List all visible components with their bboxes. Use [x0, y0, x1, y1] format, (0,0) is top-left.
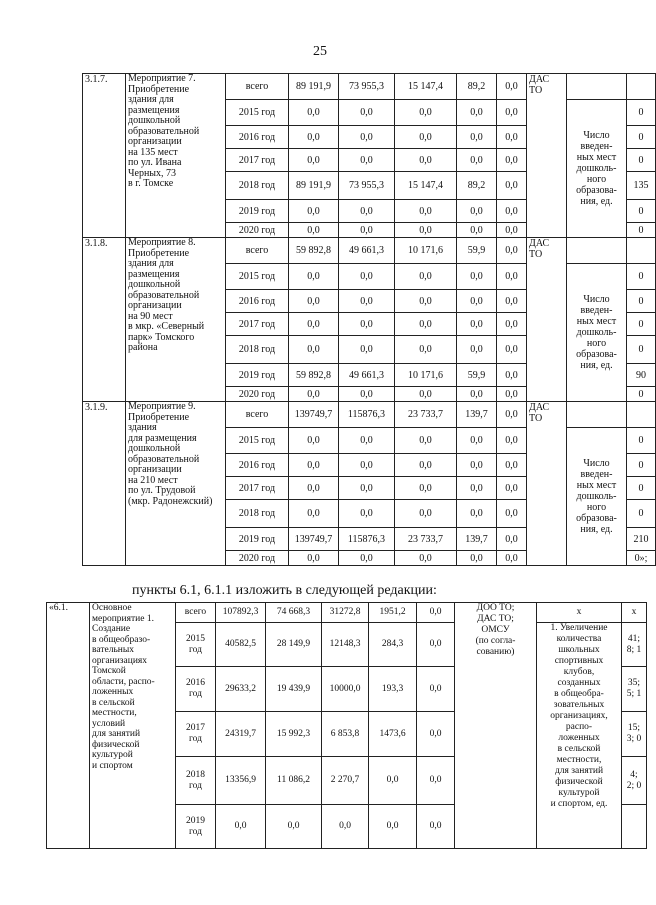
extra-cell: 0,0 — [497, 149, 527, 172]
federal-cell: 0,0 — [339, 387, 395, 402]
federal-cell: 115876,3 — [339, 528, 395, 551]
regional-cell: 0,0 — [395, 223, 457, 238]
total-cell: 89 191,9 — [289, 74, 339, 100]
measure-description: Мероприятие 9. Приобретение здания для размещения дошкольной образовательной организации на 210 мест по ул. Трудовой (мкр. Радонежский) — [126, 402, 226, 566]
total-cell: 0,0 — [216, 805, 266, 849]
extra-cell: 0,0 — [497, 364, 527, 387]
value-cell: 0 — [627, 290, 656, 313]
table-row — [83, 74, 656, 100]
regional-cell: 15 147,4 — [395, 74, 457, 100]
total-cell: 59 892,8 — [289, 364, 339, 387]
item-number: 3.1.9. — [83, 402, 126, 566]
empty-cell — [627, 402, 656, 428]
year-cell: 2016 год — [226, 126, 289, 149]
local-cell: 89,2 — [457, 74, 497, 100]
federal-cell: 0,0 — [339, 428, 395, 454]
extra-cell: 0,0 — [497, 313, 527, 336]
federal-cell: 115876,3 — [339, 402, 395, 428]
year-cell: всего — [176, 603, 216, 623]
year-cell: 2020 год — [226, 551, 289, 566]
value-cell: 210 — [627, 528, 656, 551]
value-cell: 0 — [627, 126, 656, 149]
extra-cell: 0,0 — [497, 238, 527, 264]
extra-cell: 0,0 — [497, 551, 527, 566]
regional-cell: 23 733,7 — [395, 528, 457, 551]
empty-cell — [567, 74, 627, 100]
local-cell: 0,0 — [457, 290, 497, 313]
extra-cell: 0,0 — [497, 336, 527, 364]
extra-cell: 0,0 — [497, 387, 527, 402]
year-cell: всего — [226, 238, 289, 264]
year-cell: 2015 год — [226, 100, 289, 126]
year-cell: всего — [226, 402, 289, 428]
federal-cell: 0,0 — [339, 126, 395, 149]
regional-cell: 0,0 — [395, 336, 457, 364]
value-cell: 41; 8; 1 — [622, 623, 647, 667]
empty-cell — [567, 238, 627, 264]
item-number: 3.1.7. — [83, 74, 126, 238]
regional-cell: 0,0 — [395, 500, 457, 528]
value-cell: 0»; — [627, 551, 656, 566]
x-cell: х — [622, 603, 647, 623]
extra-cell: 0,0 — [497, 500, 527, 528]
total-cell: 0,0 — [289, 454, 339, 477]
amendment-heading: пункты 6.1, 6.1.1 изложить в следующей редакции: — [132, 583, 437, 598]
value-cell — [622, 805, 647, 849]
year-cell: 2016 год — [176, 667, 216, 712]
value-cell: 0 — [627, 454, 656, 477]
local-cell: 0,0 — [457, 200, 497, 223]
item-number: «6.1. — [47, 603, 90, 849]
local-cell: 0,0 — [457, 149, 497, 172]
total-cell: 0,0 — [289, 126, 339, 149]
empty-cell — [627, 238, 656, 264]
year-cell: 2015 год — [226, 428, 289, 454]
x-cell: х — [537, 603, 622, 623]
regional-cell: 0,0 — [395, 551, 457, 566]
value-cell: 0 — [627, 264, 656, 290]
local-cell: 0,0 — [457, 223, 497, 238]
total-cell: 29633,2 — [216, 667, 266, 712]
regional-cell: 0,0 — [395, 454, 457, 477]
total-cell: 0,0 — [289, 264, 339, 290]
total-cell: 0,0 — [289, 551, 339, 566]
year-cell: 2017 год — [176, 712, 216, 757]
value-cell: 0 — [627, 387, 656, 402]
value-cell: 0 — [627, 428, 656, 454]
local-cell: 59,9 — [457, 364, 497, 387]
extra-cell: 0,0 — [497, 428, 527, 454]
year-cell: 2019 год — [226, 528, 289, 551]
extra-cell: 0,0 — [497, 223, 527, 238]
federal-cell: 73 955,3 — [339, 74, 395, 100]
regional-cell: 10000,0 — [322, 667, 369, 712]
item-number: 3.1.8. — [83, 238, 126, 402]
total-cell: 139749,7 — [289, 528, 339, 551]
total-cell: 0,0 — [289, 200, 339, 223]
page-number: 25 — [313, 44, 327, 59]
extra-cell: 0,0 — [497, 402, 527, 428]
table-row — [83, 402, 656, 428]
regional-cell: 0,0 — [395, 126, 457, 149]
total-cell: 89 191,9 — [289, 172, 339, 200]
year-cell: всего — [226, 74, 289, 100]
extra-cell: 0,0 — [497, 290, 527, 313]
federal-cell: 73 955,3 — [339, 172, 395, 200]
regional-cell: 10 171,6 — [395, 364, 457, 387]
regional-cell: 0,0 — [395, 100, 457, 126]
value-cell: 0 — [627, 100, 656, 126]
regional-cell: 0,0 — [395, 428, 457, 454]
local-cell: 0,0 — [457, 336, 497, 364]
extra-cell: 0,0 — [497, 477, 527, 500]
total-cell: 13356,9 — [216, 757, 266, 805]
measure-description: Мероприятие 8. Приобретение здания для размещения дошкольной образовательной организации на 90 мест в мкр. «Северный парк» Томского района — [126, 238, 226, 402]
regional-cell: 0,0 — [395, 477, 457, 500]
federal-cell: 0,0 — [339, 223, 395, 238]
extra-cell: 0,0 — [497, 74, 527, 100]
extra-cell: 0,0 — [497, 172, 527, 200]
value-cell: 0 — [627, 149, 656, 172]
local-cell: 0,0 — [457, 428, 497, 454]
total-cell: 0,0 — [289, 290, 339, 313]
local-cell: 0,0 — [369, 805, 417, 849]
executor-cell: ДАС ТО — [527, 238, 567, 402]
regional-cell: 0,0 — [395, 264, 457, 290]
regional-cell: 0,0 — [395, 290, 457, 313]
total-cell: 40582,5 — [216, 623, 266, 667]
indicator-cell: Число введен- ных мест дошколь- ного образова- ния, ед. — [567, 428, 627, 566]
total-cell: 0,0 — [289, 336, 339, 364]
federal-cell: 0,0 — [339, 551, 395, 566]
year-cell: 2019 год — [176, 805, 216, 849]
extra-cell: 0,0 — [497, 100, 527, 126]
local-cell: 284,3 — [369, 623, 417, 667]
local-cell: 0,0 — [369, 757, 417, 805]
extra-cell: 0,0 — [497, 454, 527, 477]
year-cell: 2015 год — [176, 623, 216, 667]
federal-cell: 15 992,3 — [266, 712, 322, 757]
extra-cell: 0,0 — [417, 712, 455, 757]
total-cell: 0,0 — [289, 100, 339, 126]
local-cell: 0,0 — [457, 387, 497, 402]
regional-cell: 0,0 — [395, 313, 457, 336]
total-cell: 59 892,8 — [289, 238, 339, 264]
extra-cell: 0,0 — [497, 528, 527, 551]
local-cell: 0,0 — [457, 454, 497, 477]
year-cell: 2016 год — [226, 454, 289, 477]
year-cell: 2018 год — [176, 757, 216, 805]
federal-cell: 28 149,9 — [266, 623, 322, 667]
federal-cell: 0,0 — [339, 290, 395, 313]
federal-cell: 0,0 — [339, 454, 395, 477]
value-cell: 0 — [627, 500, 656, 528]
year-cell: 2018 год — [226, 336, 289, 364]
section-6-1-table — [46, 602, 647, 849]
regional-cell: 0,0 — [322, 805, 369, 849]
extra-cell: 0,0 — [497, 264, 527, 290]
value-cell: 0 — [627, 477, 656, 500]
empty-cell — [627, 74, 656, 100]
regional-cell: 12148,3 — [322, 623, 369, 667]
extra-cell: 0,0 — [417, 667, 455, 712]
federal-cell: 49 661,3 — [339, 238, 395, 264]
extra-cell: 0,0 — [417, 623, 455, 667]
local-cell: 0,0 — [457, 477, 497, 500]
regional-cell: 15 147,4 — [395, 172, 457, 200]
value-cell: 0 — [627, 336, 656, 364]
local-cell: 0,0 — [457, 100, 497, 126]
total-cell: 0,0 — [289, 313, 339, 336]
regional-cell: 31272,8 — [322, 603, 369, 623]
program-table — [82, 73, 656, 566]
total-cell: 0,0 — [289, 387, 339, 402]
federal-cell: 11 086,2 — [266, 757, 322, 805]
year-cell: 2016 год — [226, 290, 289, 313]
local-cell: 0,0 — [457, 126, 497, 149]
federal-cell: 74 668,3 — [266, 603, 322, 623]
year-cell: 2018 год — [226, 172, 289, 200]
federal-cell: 49 661,3 — [339, 364, 395, 387]
local-cell: 139,7 — [457, 402, 497, 428]
total-cell: 24319,7 — [216, 712, 266, 757]
extra-cell: 0,0 — [417, 603, 455, 623]
local-cell: 193,3 — [369, 667, 417, 712]
executor-cell: ДОО ТО; ДАС ТО; ОМСУ (по согла- сованию) — [455, 603, 537, 849]
local-cell: 1473,6 — [369, 712, 417, 757]
extra-cell: 0,0 — [497, 200, 527, 223]
local-cell: 139,7 — [457, 528, 497, 551]
table-row — [83, 238, 656, 264]
local-cell: 1951,2 — [369, 603, 417, 623]
measure-description: Основное мероприятие 1. Создание в общеобразо- вательных организациях Томской области, распо- ложенных в сельской местности, условий для занятий физической культурой и спортом — [90, 603, 176, 849]
federal-cell: 0,0 — [339, 477, 395, 500]
local-cell: 0,0 — [457, 313, 497, 336]
federal-cell: 0,0 — [339, 336, 395, 364]
federal-cell: 19 439,9 — [266, 667, 322, 712]
local-cell: 59,9 — [457, 238, 497, 264]
local-cell: 0,0 — [457, 551, 497, 566]
federal-cell: 0,0 — [339, 264, 395, 290]
year-cell: 2017 год — [226, 477, 289, 500]
year-cell: 2020 год — [226, 387, 289, 402]
federal-cell: 0,0 — [266, 805, 322, 849]
year-cell: 2019 год — [226, 364, 289, 387]
regional-cell: 0,0 — [395, 387, 457, 402]
indicator-cell: Число введен- ных мест дошколь- ного образова- ния, ед. — [567, 264, 627, 402]
value-cell: 0 — [627, 313, 656, 336]
regional-cell: 23 733,7 — [395, 402, 457, 428]
total-cell: 0,0 — [289, 500, 339, 528]
extra-cell: 0,0 — [497, 126, 527, 149]
value-cell: 90 — [627, 364, 656, 387]
regional-cell: 2 270,7 — [322, 757, 369, 805]
federal-cell: 0,0 — [339, 500, 395, 528]
federal-cell: 0,0 — [339, 313, 395, 336]
regional-cell: 0,0 — [395, 200, 457, 223]
value-cell: 35; 5; 1 — [622, 667, 647, 712]
year-cell: 2019 год — [226, 200, 289, 223]
extra-cell: 0,0 — [417, 757, 455, 805]
regional-cell: 0,0 — [395, 149, 457, 172]
indicator-cell: 1. Увеличение количества школьных спортивных клубов, созданных в общеобра- зовательных организациях, распо- ложенных в сельской местности, для занятий физической культурой и спортом, ед. — [537, 623, 622, 849]
table-row — [47, 603, 647, 623]
extra-cell: 0,0 — [417, 805, 455, 849]
value-cell: 15; 3; 0 — [622, 712, 647, 757]
year-cell: 2017 год — [226, 313, 289, 336]
total-cell: 0,0 — [289, 477, 339, 500]
year-cell: 2020 год — [226, 223, 289, 238]
regional-cell: 6 853,8 — [322, 712, 369, 757]
year-cell: 2017 год — [226, 149, 289, 172]
total-cell: 0,0 — [289, 149, 339, 172]
regional-cell: 10 171,6 — [395, 238, 457, 264]
local-cell: 0,0 — [457, 264, 497, 290]
value-cell: 0 — [627, 223, 656, 238]
measure-description: Мероприятие 7. Приобретение здания для размещения дошкольной образовательной организации на 135 мест по ул. Ивана Черных, 73 в г. Томске — [126, 74, 226, 238]
federal-cell: 0,0 — [339, 200, 395, 223]
total-cell: 107892,3 — [216, 603, 266, 623]
total-cell: 0,0 — [289, 428, 339, 454]
federal-cell: 0,0 — [339, 100, 395, 126]
indicator-cell: Число введен- ных мест дошколь- ного образова- ния, ед. — [567, 100, 627, 238]
empty-cell — [567, 402, 627, 428]
value-cell: 0 — [627, 200, 656, 223]
federal-cell: 0,0 — [339, 149, 395, 172]
total-cell: 0,0 — [289, 223, 339, 238]
executor-cell: ДАС ТО — [527, 74, 567, 238]
total-cell: 139749,7 — [289, 402, 339, 428]
value-cell: 135 — [627, 172, 656, 200]
value-cell: 4; 2; 0 — [622, 757, 647, 805]
local-cell: 0,0 — [457, 500, 497, 528]
executor-cell: ДАС ТО — [527, 402, 567, 566]
year-cell: 2018 год — [226, 500, 289, 528]
local-cell: 89,2 — [457, 172, 497, 200]
year-cell: 2015 год — [226, 264, 289, 290]
